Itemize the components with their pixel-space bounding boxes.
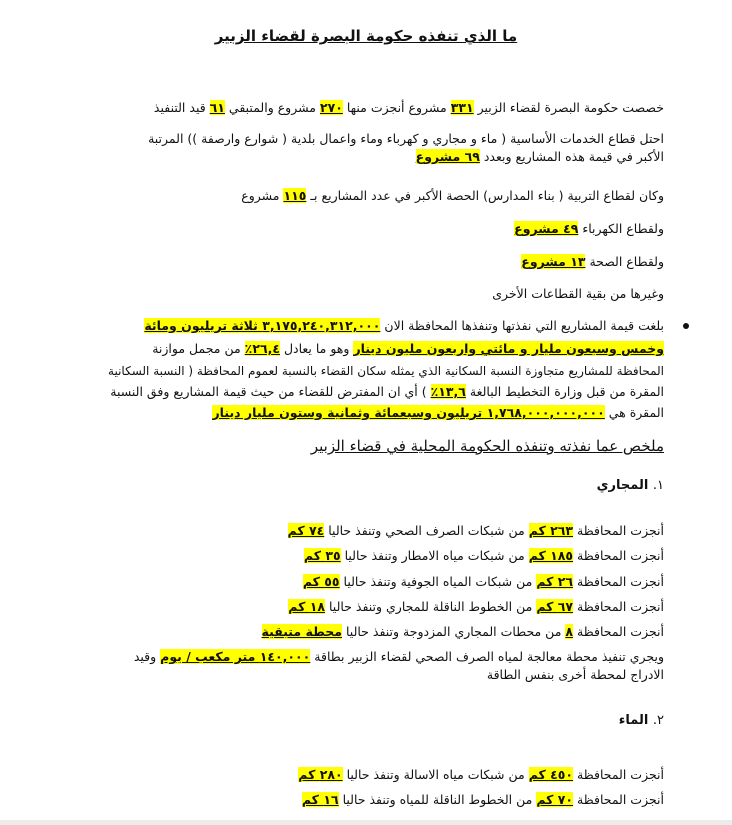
bullet-line-5 [212, 405, 664, 421]
text: وهو ما يعادل [283, 341, 350, 356]
expected-value-highlight: ١,٧٦٨,٠٠٠,٠٠٠,٠٠٠ تريليون وسبعمائة وثمانية وستون مليار دينار [212, 405, 605, 420]
bullet-line-2 [152, 341, 664, 357]
text: من الخطوط الناقلة للمجاري وتنفذ حاليا [328, 599, 533, 614]
text: خصصت حكومة البصرة لقضاء الزبير [477, 100, 664, 115]
total-value-highlight: ٣,١٧٥,٢٤٠,٣١٢,٠٠٠ ثلاثة تريليون ومائة [144, 318, 381, 333]
section-heading-sewage [597, 478, 664, 493]
text: المقرة هي [608, 405, 664, 420]
sewage-item [262, 624, 664, 640]
completed-value: ١٨٥ كم [528, 548, 574, 563]
ongoing-value: ٢٨٠ كم [298, 767, 343, 782]
ongoing-value: ٥٥ كم [302, 574, 340, 589]
text: الأكبر في قيمة هذه المشاريع وبعدد [483, 149, 664, 164]
text: ) أي ان المفترض للقضاء من حيث قيمة المشاريع وفق النسبة [110, 384, 427, 399]
water-item [302, 792, 664, 808]
intro-line-services-1: احتل قطاع الخدمات الأساسية ( ماء و مجاري و كهرباء وماء واعمال بلدية ( شوارع وارصفة )) المرتبة [148, 131, 664, 146]
services-projects-value: ٦٩ مشروع [415, 149, 480, 164]
bullet-line-1 [144, 318, 664, 334]
intro-line-services-2 [416, 149, 664, 165]
page-bottom-edge [0, 820, 732, 825]
completed-value: ٨ [565, 624, 574, 639]
text: أنجزت المحافظة [577, 548, 664, 563]
sewage-treatment-line-2: الادراج لمحطة أخرى بنفس الطاقة [486, 667, 664, 682]
ongoing-value: ١٦ كم [301, 792, 339, 807]
treatment-capacity-value: ١٤٠,٠٠٠ متر مكعب / يوم [160, 649, 311, 664]
ongoing-value: ٧٤ كم [287, 523, 325, 538]
bullet-line-4 [110, 384, 664, 400]
completed-value: ٢٦ كم [536, 574, 574, 589]
text: أنجزت المحافظة [577, 767, 664, 782]
section-heading-water [619, 713, 664, 728]
intro-line-projects [154, 100, 664, 116]
sewage-item [304, 548, 664, 564]
text: أنجزت المحافظة [577, 574, 664, 589]
intro-line-health [521, 254, 664, 270]
text: مشروع [241, 188, 280, 203]
text: من شبكات المياه الجوفية وتنفذ حاليا [343, 574, 533, 589]
text: مشروع أنجزت منها [346, 100, 447, 115]
document-title: ما الذي تنفذه حكومة البصرة لقضاء الزبير [214, 27, 518, 45]
intro-line-education [241, 188, 664, 204]
section-number: ٢. [652, 713, 664, 728]
total-projects-value: ٣٣١ [450, 100, 474, 115]
text: قيد التنفيذ [153, 100, 206, 115]
text: من مجمل موازنة [152, 341, 241, 356]
education-projects-value: ١١٥ [283, 188, 307, 203]
bullet-dot [683, 323, 689, 329]
ongoing-value: محطة متبقية [261, 624, 342, 639]
completed-value: ٤٥٠ كم [528, 767, 574, 782]
intro-line-other: وغيرها من بقية القطاعات الأخرى [492, 286, 664, 301]
text: من شبكات مياه الاسالة وتنفذ حاليا [346, 767, 525, 782]
text: من الخطوط الناقلة للمياه وتنفذ حاليا [342, 792, 533, 807]
bullet-line-3: المحافظة للمشاريع متجاوزة النسبة السكانية الذي يمثله سكان القضاء بالنسبة لعموم المحافظة ( النسبة السكانية [108, 364, 664, 378]
text: أنجزت المحافظة [577, 599, 664, 614]
remaining-projects-value: ٦١ [209, 100, 225, 115]
text: من محطات المجاري المزدوجة وتنفذ حاليا [345, 624, 562, 639]
electricity-projects-value: ٤٩ مشروع [514, 221, 579, 236]
summary-heading: ملخص عما نفذته وتنفذه الحكومة المحلية في قضاء الزبير [310, 437, 664, 455]
sewage-treatment-line-1 [134, 649, 664, 665]
intro-line-electricity [514, 221, 664, 237]
total-value-words: وخمس وسبعون مليار و مائتي واربعون مليون دينار [353, 341, 664, 356]
sewage-item [288, 599, 664, 615]
text: من شبكات الصرف الصحي وتنفذ حاليا [328, 523, 525, 538]
section-number: ١. [652, 478, 664, 493]
ongoing-value: ١٨ كم [288, 599, 325, 614]
text: بلغت قيمة المشاريع التي نفذتها وتنفذها المحافظة الان [384, 318, 664, 333]
sewage-item [303, 574, 664, 590]
text: وكان لقطاع التربية ( بناء المدارس) الحصة الأكبر في عدد المشاريع بـ [310, 188, 664, 203]
sewage-item [288, 523, 664, 539]
completed-value: ٢٦٣ كم [528, 523, 574, 538]
text: ولقطاع الصحة [589, 254, 664, 269]
water-item [298, 767, 664, 783]
text: أنجزت المحافظة [577, 792, 664, 807]
section-title: المجاري [596, 478, 649, 493]
budget-percent: ٢٦,٤٪ [244, 341, 280, 356]
text: من شبكات مياه الامطار وتنفذ حاليا [344, 548, 525, 563]
completed-value: ٧٠ كم [536, 792, 574, 807]
text: المقرة من قبل وزارة التخطيط البالغة [469, 384, 664, 399]
population-percent: ١٣,٦٪ [430, 384, 466, 399]
health-projects-value: ١٣ مشروع [521, 254, 586, 269]
completed-value: ٦٧ كم [536, 599, 574, 614]
text: أنجزت المحافظة [577, 523, 664, 538]
text: وقيد [133, 649, 157, 664]
completed-projects-value: ٢٧٠ [319, 100, 343, 115]
text: مشروع والمتبقي [228, 100, 316, 115]
text: ويجري تنفيذ محطة معالجة لمياه الصرف الصحي لقضاء الزبير بطاقة [314, 649, 664, 664]
text: أنجزت المحافظة [577, 624, 664, 639]
text: ولقطاع الكهرباء [582, 221, 664, 236]
section-title: الماء [618, 713, 649, 728]
ongoing-value: ٣٥ كم [303, 548, 341, 563]
